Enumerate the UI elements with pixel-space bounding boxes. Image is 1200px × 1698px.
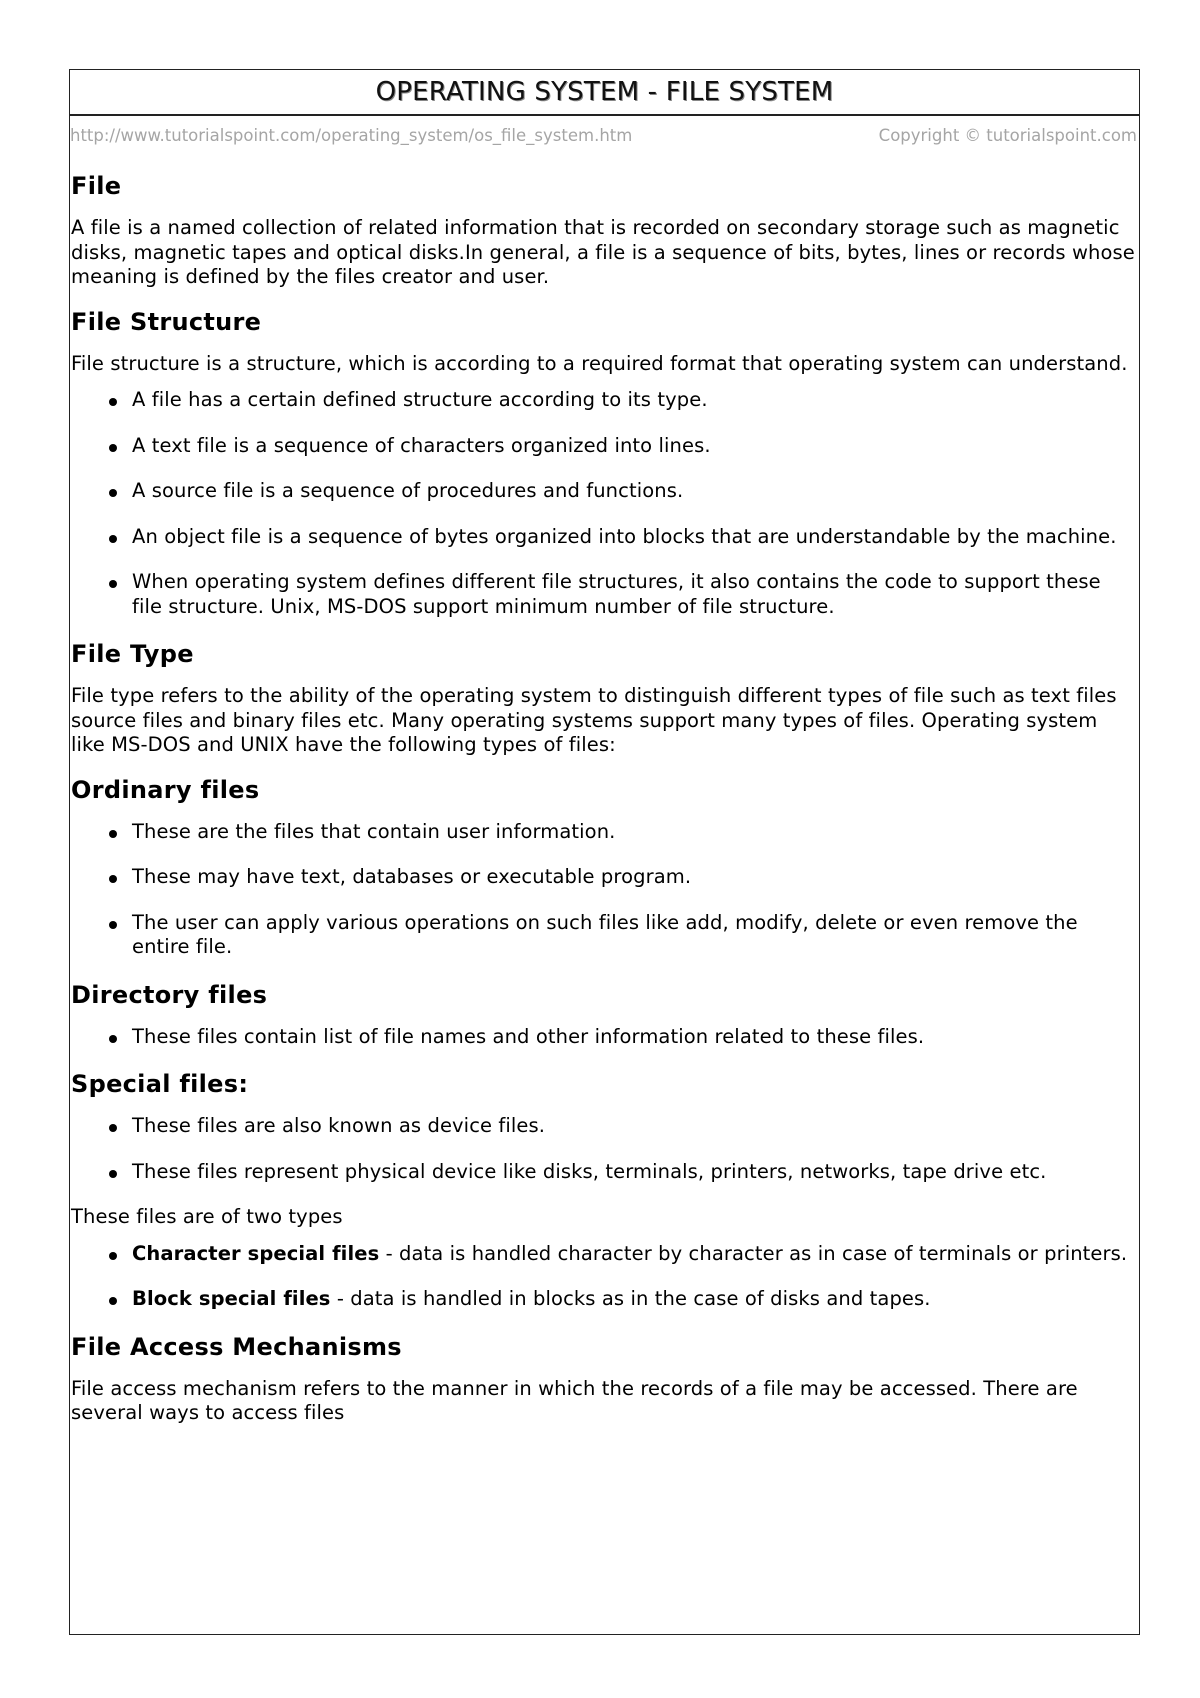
heading-file-type: File Type [71, 640, 194, 668]
bullet-icon [109, 580, 117, 588]
heading-file-structure: File Structure [71, 307, 262, 336]
copyright-notice: Copyright © tutorialspoint.com [878, 125, 1137, 145]
list-item: These are the files that contain user information. [109, 820, 1137, 845]
bullet-icon [109, 921, 117, 929]
page-frame [69, 69, 1140, 1635]
list-item: These may have text, databases or executable program. [109, 865, 1137, 890]
list-item: These files contain list of file names and other information related to these files. [109, 1025, 1137, 1050]
paragraph-file: A file is a named collection of related information that is recorded on secondary storage such as magnetic disks, magnetic tapes and optical disks.In general, a file is a sequence of bits, bytes, lines or records whose meaning is defined by the files creator and user. [71, 216, 1135, 288]
paragraph-file-structure: File structure is a structure, which is according to a required format that operating system can understand. [71, 351, 1128, 375]
structure-list [71, 388, 1137, 619]
paragraph-special-types: These files are of two types [71, 1205, 343, 1228]
list-item: Character special files - data is handled character by character as in case of terminals or printers. [109, 1242, 1137, 1267]
heading-special-files: Special files: [71, 1070, 249, 1098]
directory-list [71, 1025, 1137, 1050]
term-block-special: Block special files [132, 1287, 331, 1310]
list-item: An object file is a sequence of bytes organized into blocks that are understandable by the machine. [109, 525, 1137, 550]
meta-row [70, 116, 1139, 154]
title-bar [70, 70, 1139, 116]
heading-file: File [71, 172, 122, 200]
bullet-icon [109, 398, 117, 406]
paragraph-file-type: File type refers to the ability of the operating system to distinguish different types of file such as text files source files and binary files etc. Many operating systems support many types of files. Operating system like MS-DOS and UNIX have the following types of files: [71, 684, 1117, 756]
bullet-icon [109, 489, 117, 497]
bullet-icon [109, 444, 117, 452]
source-url[interactable]: http://www.tutorialspoint.com/operating_system/os_file_system.htm [70, 125, 633, 145]
heading-ordinary-files: Ordinary files [71, 775, 260, 804]
term-character-special: Character special files [132, 1241, 380, 1265]
bullet-icon [109, 830, 117, 838]
list-item: The user can apply various operations on such files like add, modify, delete or even remove the entire file. [109, 911, 1137, 960]
heading-directory-files: Directory files [71, 980, 268, 1009]
list-item: A file has a certain defined structure according to its type. [109, 388, 1137, 413]
page-title: OPERATING SYSTEM - FILE SYSTEM [375, 77, 834, 107]
list-item: These files are also known as device files. [109, 1114, 1137, 1139]
special-list [71, 1114, 1137, 1184]
paragraph-access: File access mechanism refers to the manner in which the records of a file may be accessed. There are several ways to access files [71, 1376, 1078, 1424]
heading-access-mechanisms: File Access Mechanisms [71, 1332, 402, 1361]
list-item: A source file is a sequence of procedures and functions. [109, 479, 1137, 504]
ordinary-list [71, 820, 1137, 960]
list-item: Block special files - data is handled in blocks as in the case of disks and tapes. [109, 1287, 1137, 1312]
list-item: A text file is a sequence of characters organized into lines. [109, 434, 1137, 459]
bullet-icon [109, 1170, 117, 1178]
bullet-icon [109, 535, 117, 543]
bullet-icon [109, 875, 117, 883]
bullet-icon [109, 1035, 117, 1043]
content [70, 172, 1139, 1426]
bullet-icon [109, 1124, 117, 1132]
list-item: These files represent physical device like disks, terminals, printers, networks, tape drive etc. [109, 1160, 1137, 1185]
bullet-icon [109, 1297, 117, 1305]
list-item: When operating system defines different file structures, it also contains the code to support these file structure. Unix, MS-DOS support minimum number of file structure. [109, 570, 1137, 619]
special-types-list [71, 1242, 1137, 1312]
bullet-icon [109, 1252, 117, 1260]
